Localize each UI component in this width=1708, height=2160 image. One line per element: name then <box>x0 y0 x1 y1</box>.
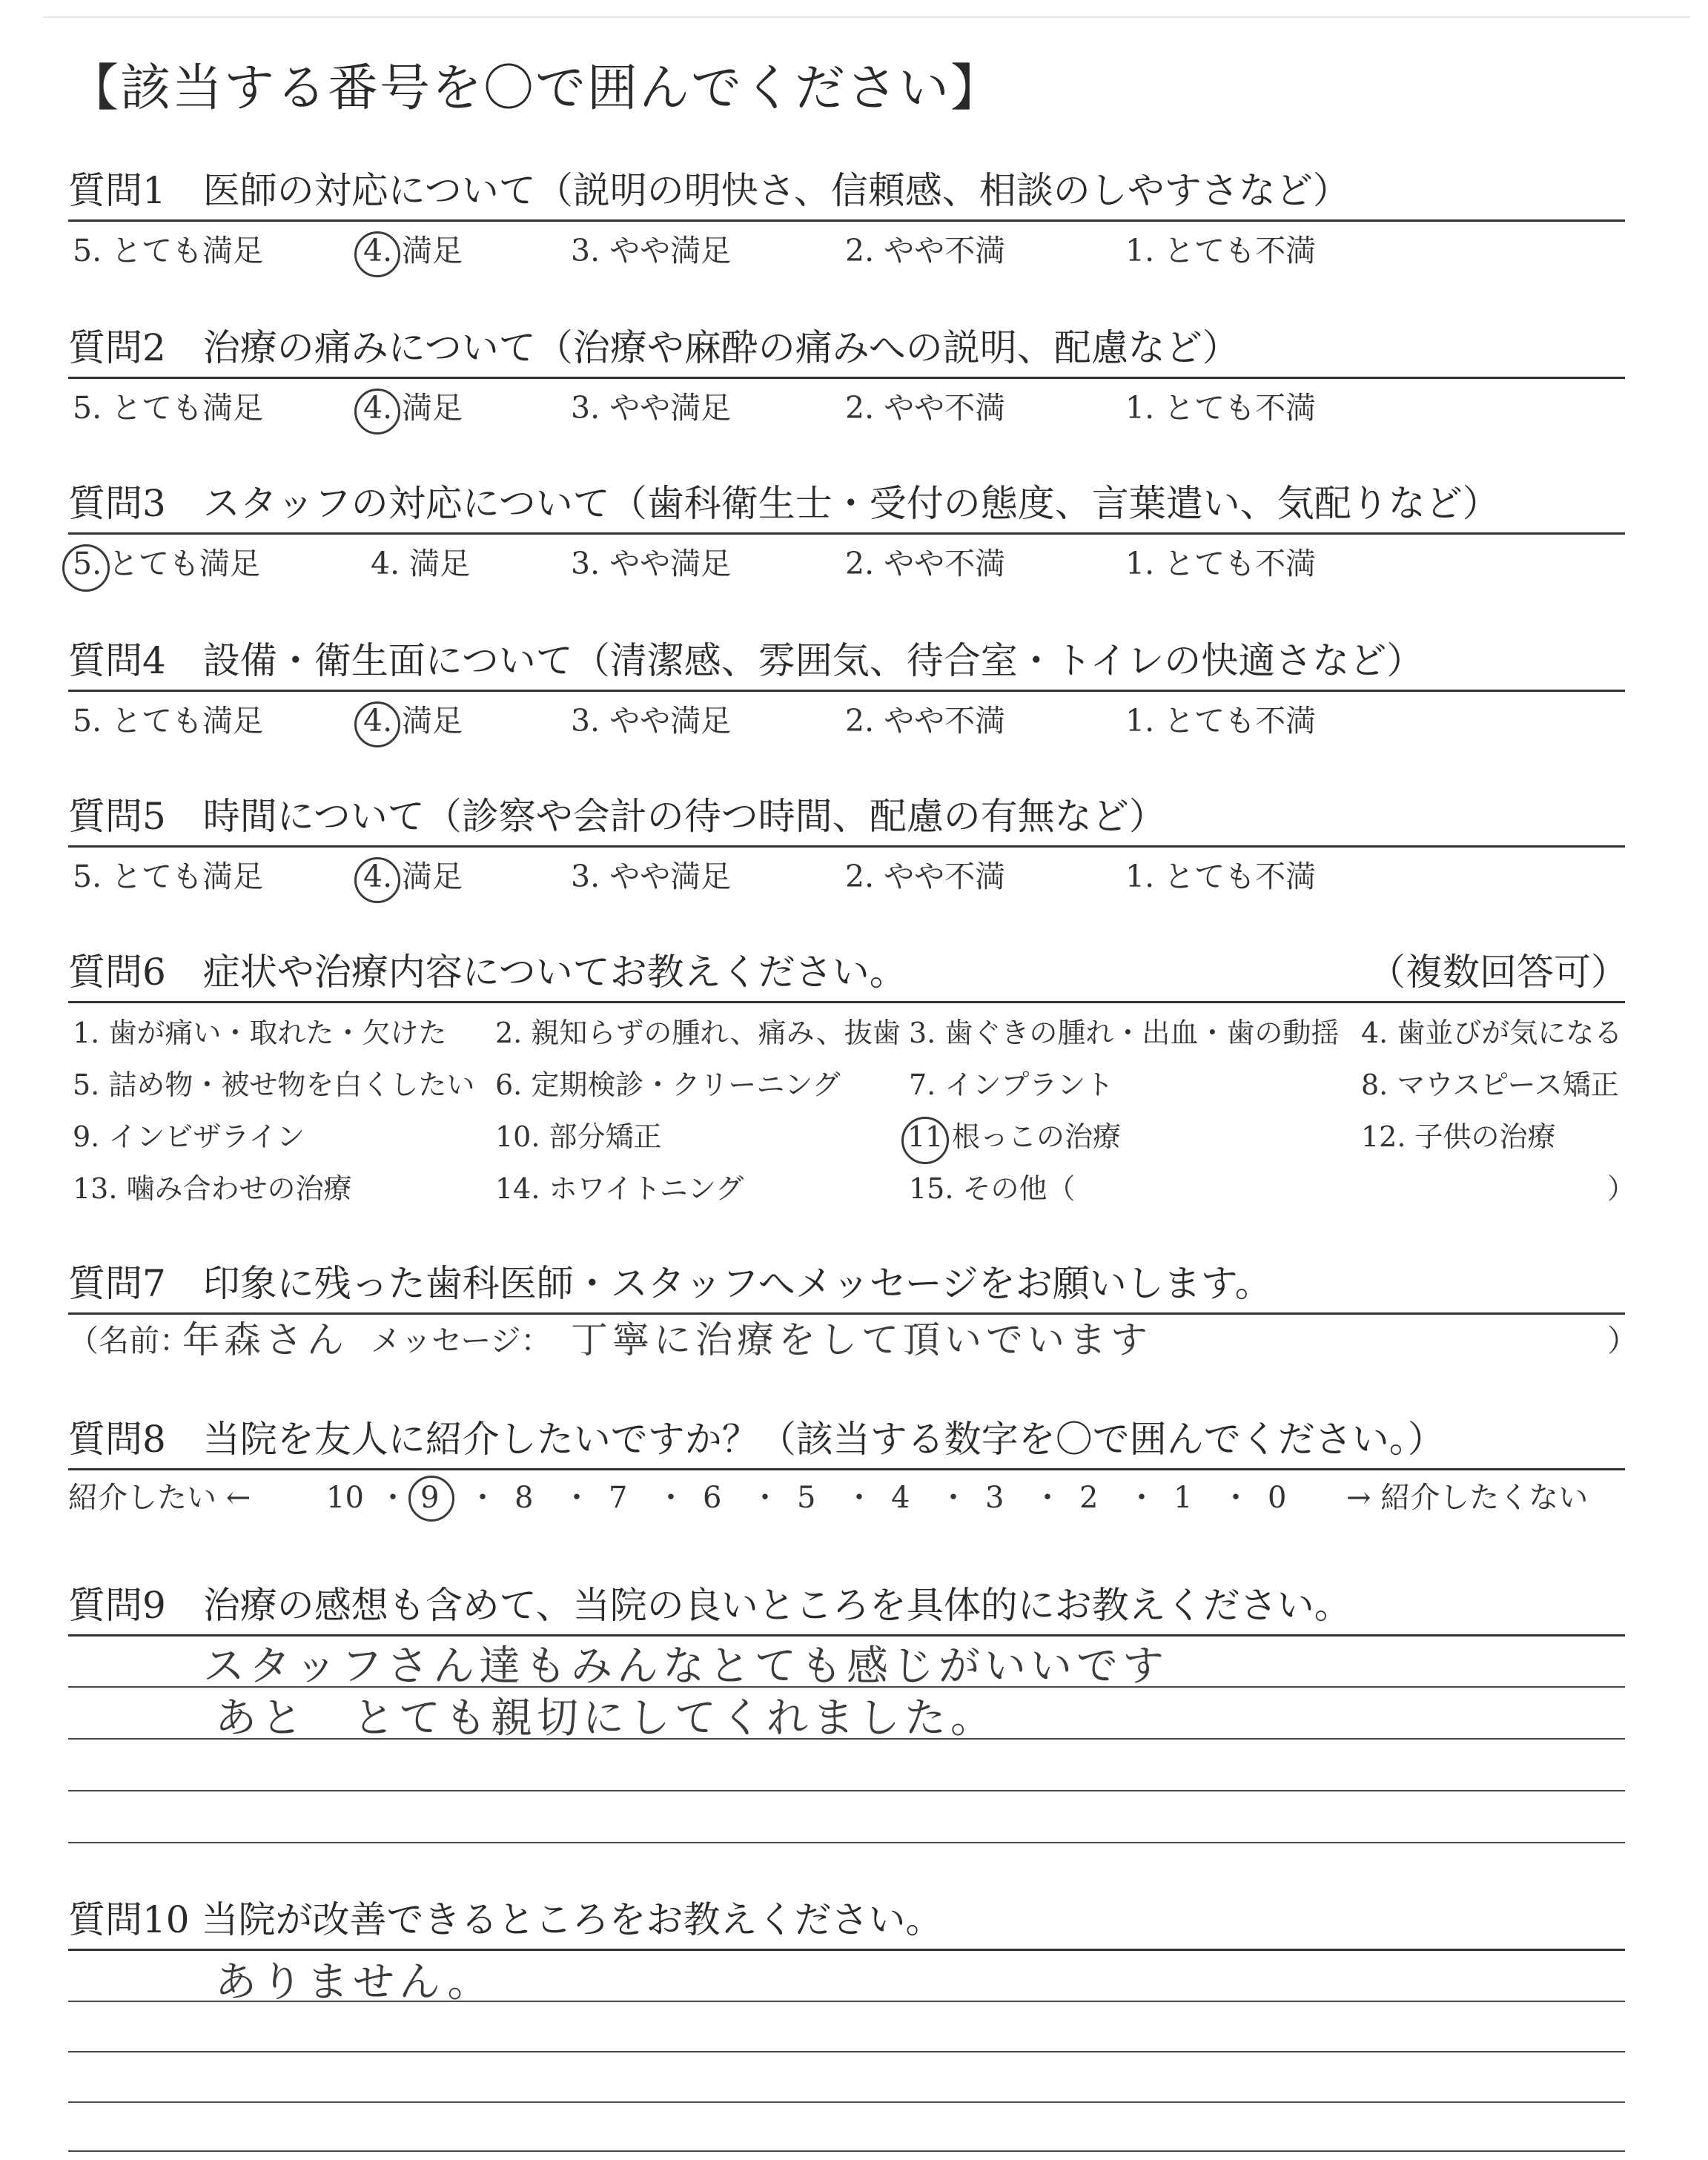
q8-scale-2[interactable]: 2 <box>1079 1481 1099 1515</box>
q8-scale-separator: ・ <box>656 1481 686 1515</box>
q5-option-2[interactable]: 2. やや不満 <box>845 859 1006 894</box>
q8-scale-8[interactable]: 8 <box>514 1481 534 1515</box>
q8-left-label: 紹介したい ← <box>68 1481 251 1515</box>
q6-item-11-number[interactable]: 11 <box>907 1120 944 1153</box>
q6-item-3[interactable]: 3. 歯ぐきの腫れ・出血・歯の動揺 <box>909 1017 1340 1049</box>
q10-write-line <box>68 2150 1625 2152</box>
q4-option-4-label[interactable]: 満足 <box>402 703 463 739</box>
q2-option-3[interactable]: 3. やや満足 <box>571 390 732 426</box>
q3-option-4[interactable]: 4. 満足 <box>371 546 471 581</box>
q9-write-line <box>68 1842 1625 1843</box>
q9-answer-line-1[interactable]: スタッフさん達もみんなとても感じがいいです <box>203 1642 1168 1691</box>
q6-item-12[interactable]: 12. 子供の治療 <box>1361 1120 1556 1153</box>
q2-option-5[interactable]: 5. とても満足 <box>73 390 264 426</box>
q6-item-15[interactable]: 15. その他（ <box>909 1172 1076 1205</box>
q8-scale-4[interactable]: 4 <box>891 1481 910 1515</box>
q6-item-9[interactable]: 9. インビザライン <box>73 1120 305 1153</box>
q9-write-line <box>68 1686 1625 1688</box>
question-3-title: 質問3 スタッフの対応について（歯科衛生士・受付の態度、言葉遣い、気配りなど） <box>68 482 1500 525</box>
q9-write-line <box>68 1790 1625 1791</box>
q3-option-2[interactable]: 2. やや不満 <box>845 546 1006 581</box>
q6-item-14[interactable]: 14. ホワイトニング <box>495 1172 744 1205</box>
q6-item-13[interactable]: 13. 噛み合わせの治療 <box>73 1172 352 1205</box>
q2-option-1[interactable]: 1. とても不満 <box>1125 390 1317 426</box>
q4-option-1[interactable]: 1. とても不満 <box>1125 703 1317 739</box>
q2-option-4-label[interactable]: 満足 <box>402 390 463 426</box>
q5-option-1[interactable]: 1. とても不満 <box>1125 859 1317 894</box>
q8-scale-separator: ・ <box>562 1481 592 1515</box>
question-6-note: （複数回答可） <box>1368 951 1628 994</box>
question-10-rule <box>68 1949 1625 1951</box>
q7-message-handwritten[interactable]: 丁寧に治療をして頂いでいます <box>571 1318 1152 1361</box>
question-2-title: 質問2 治療の痛みについて（治療や麻酔の痛みへの説明、配慮など） <box>68 326 1239 369</box>
q7-close-paren: ） <box>1607 1323 1638 1358</box>
q7-name-label: （名前： <box>68 1323 190 1358</box>
question-6-rule <box>68 1001 1625 1003</box>
q1-option-4-label[interactable]: 満足 <box>402 233 463 268</box>
q8-scale-7[interactable]: 7 <box>609 1481 628 1515</box>
question-3-rule <box>68 532 1625 535</box>
question-4-rule <box>68 690 1625 692</box>
question-10-title: 質問10 当院が改善できるところをお教えください。 <box>68 1898 943 1941</box>
q8-scale-separator: ・ <box>939 1481 968 1515</box>
q7-name-handwritten[interactable]: 年森さん <box>182 1318 348 1361</box>
q5-option-4-label[interactable]: 満足 <box>402 859 463 894</box>
q9-answer-line-2[interactable]: あと とても親切にしてくれました。 <box>215 1694 996 1743</box>
q5-option-4-number[interactable]: 4. <box>363 859 393 894</box>
q8-scale-10[interactable]: 10 <box>326 1481 364 1515</box>
q8-scale-separator: ・ <box>844 1481 874 1515</box>
q10-answer-line-1[interactable]: ありません。 <box>215 1958 494 2007</box>
q1-option-3[interactable]: 3. やや満足 <box>571 233 732 268</box>
question-1-title: 質問1 医師の対応について（説明の明快さ、信頼感、相談のしやすさなど） <box>68 169 1350 212</box>
q6-item-5[interactable]: 5. 詰め物・被せ物を白くしたい <box>73 1069 475 1101</box>
q6-item-15-close-paren: ） <box>1607 1172 1636 1205</box>
q4-option-5[interactable]: 5. とても満足 <box>73 703 264 739</box>
q4-option-3[interactable]: 3. やや満足 <box>571 703 732 739</box>
q1-option-5[interactable]: 5. とても満足 <box>73 233 264 268</box>
q4-option-4-number[interactable]: 4. <box>363 703 393 739</box>
q6-item-11-label[interactable]: 根っこの治療 <box>952 1120 1122 1153</box>
q5-option-3[interactable]: 3. やや満足 <box>571 859 732 894</box>
q1-option-4-number[interactable]: 4. <box>363 233 393 268</box>
q1-option-1[interactable]: 1. とても不満 <box>1125 233 1317 268</box>
q10-write-line <box>68 2051 1625 2052</box>
q3-option-3[interactable]: 3. やや満足 <box>571 546 732 581</box>
question-2-rule <box>68 377 1625 379</box>
q8-scale-5[interactable]: 5 <box>797 1481 816 1515</box>
q6-item-2[interactable]: 2. 親知らずの腫れ、痛み、抜歯 <box>495 1017 901 1049</box>
q5-option-5[interactable]: 5. とても満足 <box>73 859 264 894</box>
q4-option-2[interactable]: 2. やや不満 <box>845 703 1006 739</box>
q8-scale-9[interactable]: 9 <box>420 1481 440 1515</box>
q6-item-8[interactable]: 8. マウスピース矯正 <box>1361 1069 1619 1101</box>
q8-scale-separator: ・ <box>468 1481 497 1515</box>
q10-write-line <box>68 2001 1625 2002</box>
question-5-title: 質問5 時間について（診察や会計の待つ時間、配慮の有無など） <box>68 795 1166 838</box>
q3-option-1[interactable]: 1. とても不満 <box>1125 546 1317 581</box>
q2-option-2[interactable]: 2. やや不満 <box>845 390 1006 426</box>
q6-item-4[interactable]: 4. 歯並びが気になる <box>1361 1017 1623 1049</box>
question-7-rule <box>68 1312 1625 1315</box>
question-9-title: 質問9 治療の感想も含めて、当院の良いところを具体的にお教えください。 <box>68 1584 1351 1627</box>
q10-write-line <box>68 2101 1625 2103</box>
q6-item-10[interactable]: 10. 部分矯正 <box>495 1120 662 1153</box>
question-1-rule <box>68 219 1625 222</box>
question-7-title: 質問7 印象に残った歯科医師・スタッフへメッセージをお願いします。 <box>68 1262 1272 1305</box>
q3-option-5-label[interactable]: とても満足 <box>108 546 260 581</box>
q3-option-5-number[interactable]: 5. <box>73 546 102 581</box>
q6-item-6[interactable]: 6. 定期検診・クリーニング <box>495 1069 841 1101</box>
q8-scale-0[interactable]: 0 <box>1268 1481 1287 1515</box>
q8-scale-separator: ・ <box>1127 1481 1156 1515</box>
q8-scale-separator: ・ <box>750 1481 780 1515</box>
q8-scale-6[interactable]: 6 <box>703 1481 722 1515</box>
question-4-title: 質問4 設備・衛生面について（清潔感、雰囲気、待合室・トイレの快適さなど） <box>68 639 1424 682</box>
q8-scale-1[interactable]: 1 <box>1174 1481 1193 1515</box>
q8-right-label: → 紹介したくない <box>1346 1481 1589 1515</box>
scan-top-edge <box>43 16 1690 18</box>
question-9-rule <box>68 1634 1625 1636</box>
q6-item-1[interactable]: 1. 歯が痛い・取れた・欠けた <box>73 1017 447 1049</box>
question-6-title: 質問6 症状や治療内容についてお教えください。 <box>68 951 907 994</box>
q2-option-4-number[interactable]: 4. <box>363 390 393 426</box>
q8-scale-separator: ・ <box>378 1481 408 1515</box>
question-8-rule <box>68 1468 1625 1470</box>
question-5-rule <box>68 845 1625 848</box>
q8-scale-separator: ・ <box>1221 1481 1251 1515</box>
q6-item-7[interactable]: 7. インプラント <box>909 1069 1114 1101</box>
q9-write-line <box>68 1738 1625 1740</box>
q7-message-label: メッセージ： <box>371 1323 552 1358</box>
q8-scale-3[interactable]: 3 <box>985 1481 1004 1515</box>
form-instruction-header: 【該当する番号を〇で囲んでください】 <box>68 59 1003 118</box>
q8-scale-separator: ・ <box>1033 1481 1062 1515</box>
question-8-title: 質問8 当院を友人に紹介したいですか？（該当する数字を〇で囲んでください。） <box>68 1418 1445 1461</box>
q8-selected-circle <box>408 1476 454 1522</box>
q1-option-2[interactable]: 2. やや不満 <box>845 233 1006 268</box>
